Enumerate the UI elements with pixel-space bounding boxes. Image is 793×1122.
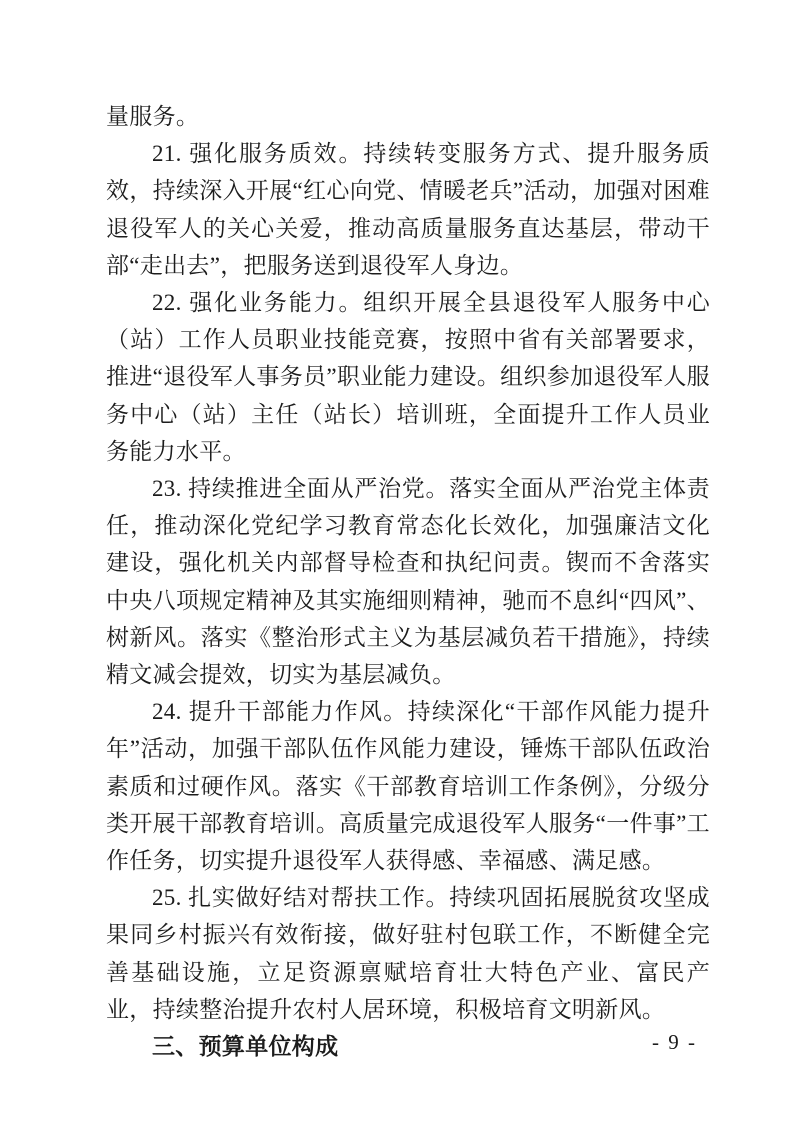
document-body	[106, 98, 710, 1065]
paragraph-item-21: 21. 强化服务质效。持续转变服务方式、提升服务质效，持续深入开展“红心向党、情暖老兵”活动，加强对困难退役军人的关心关爱，推动高质量服务直达基层，带动干部“走出去”，把服务送到退役军人身边。	[106, 141, 710, 278]
paragraph-item-25: 25. 扎实做好结对帮扶工作。持续巩固拓展脱贫攻坚成果同乡村振兴有效衔接，做好驻村包联工作，不断健全完善基础设施，立足资源禀赋培育壮大特色产业、富民产业，持续整治提升农村人居环境，积极培育文明新风。	[106, 885, 710, 1022]
section-heading-budget-unit-composition: 三、预算单位构成	[152, 1033, 339, 1060]
page-number: - 9 -	[652, 1030, 697, 1054]
paragraph-item-23: 23. 持续推进全面从严治党。落实全面从严治党主体责任，推动深化党纪学习教育常态化长效化，加强廉洁文化建设，强化机关内部督导检查和执纪问责。锲而不舍落实中央八项规定精神及其实施细则精神，驰而不息纠“四风”、树新风。落实《整治形式主义为基层减负若干措施》，持续精文减会提效，切实为基层减负。	[106, 476, 710, 688]
paragraph-continuation: 量服务。	[106, 104, 200, 129]
paragraph-item-22: 22. 强化业务能力。组织开展全县退役军人服务中心（站）工作人员职业技能竞赛，按照中省有关部署要求，推进“退役军人事务员”职业能力建设。组织参加退役军人服务中心（站）主任（站长）培训班，全面提升工作人员业务能力水平。	[106, 290, 710, 464]
paragraph-item-24: 24. 提升干部能力作风。持续深化“干部作风能力提升年”活动，加强干部队伍作风能力建设，锤炼干部队伍政治素质和过硬作风。落实《干部教育培训工作条例》，分级分类开展干部教育培训。高质量完成退役军人服务“一件事”工作任务，切实提升退役军人获得感、幸福感、满足感。	[106, 699, 710, 874]
